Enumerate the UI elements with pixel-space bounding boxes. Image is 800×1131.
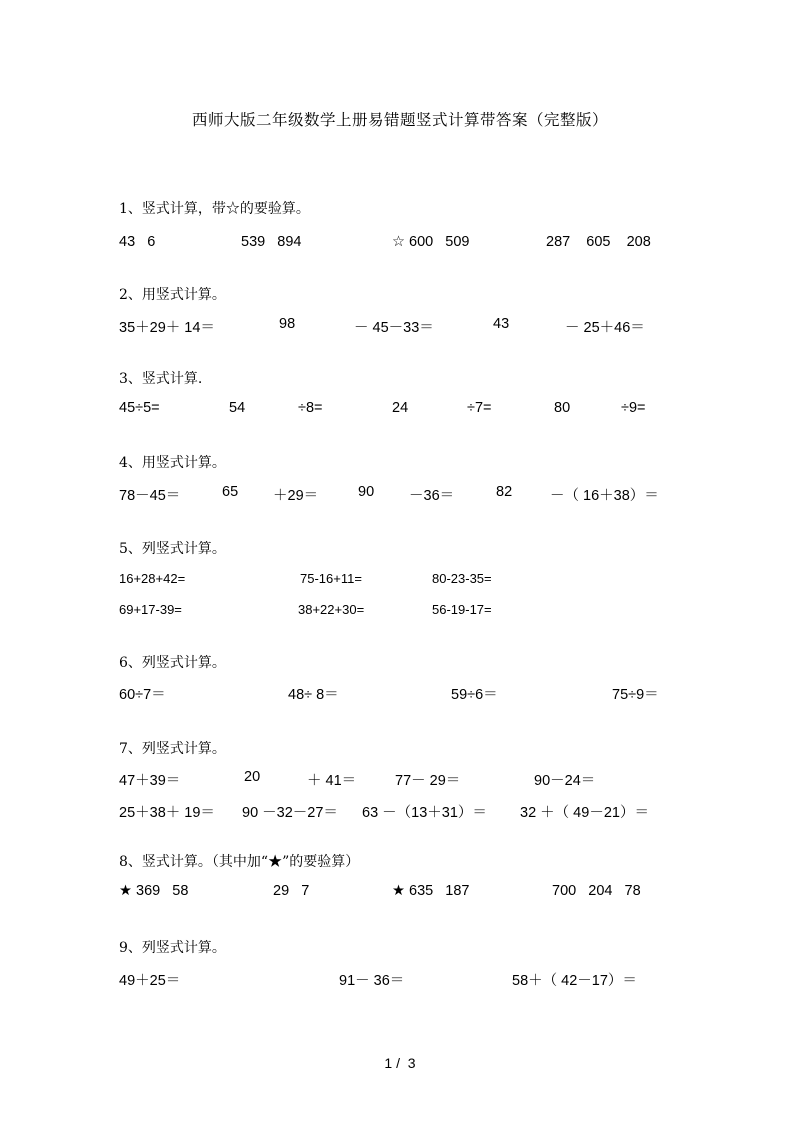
section-heading: 1、竖式计算，带☆的要验算。: [119, 201, 310, 217]
problem-cell: 54: [229, 400, 246, 416]
section-heading: 8、竖式计算。（其中加“★”的要验算）: [119, 854, 360, 870]
problem-cell: 75÷9＝: [612, 687, 659, 703]
problem-cell: 91－ 36＝: [339, 973, 405, 989]
problem-cell: 69+17-39=: [119, 602, 182, 617]
problem-cell: 20: [244, 769, 261, 785]
section-heading: 5、列竖式计算。: [119, 541, 226, 557]
problem-cell: ÷9=: [621, 400, 646, 416]
problem-cell: 63 －（13＋31）＝: [362, 805, 487, 821]
problem-cell: 48÷ 8＝: [288, 687, 339, 703]
problem-cell: ★ 369 58: [119, 883, 189, 899]
section-heading: 2、用竖式计算。: [119, 287, 226, 303]
problem-cell: ＋ 41＝: [307, 773, 357, 789]
problem-cell: 90: [358, 484, 375, 500]
problem-cell: 29 7: [273, 883, 310, 899]
section-heading: 4、用竖式计算。: [119, 455, 226, 471]
problem-cell: 78－45＝: [119, 488, 181, 504]
problem-cell: ☆ 600 509: [392, 234, 470, 250]
problem-cell: 90 －32－27＝: [242, 805, 338, 821]
section-heading: 9、列竖式计算。: [119, 940, 226, 956]
problem-cell: 82: [496, 484, 513, 500]
problem-cell: 35＋29＋ 14＝: [119, 320, 215, 336]
problem-cell: 49＋25＝: [119, 973, 181, 989]
problem-cell: 47＋39＝: [119, 773, 181, 789]
problem-cell: 58＋（ 42－17）＝: [512, 973, 637, 989]
page-number: 1 / 3: [384, 1055, 416, 1071]
problem-cell: 43: [493, 316, 510, 332]
problem-cell: 77－ 29＝: [395, 773, 461, 789]
problem-cell: 25＋38＋ 19＝: [119, 805, 215, 821]
problem-cell: ★ 635 187: [392, 883, 470, 899]
problem-cell: 45÷5=: [119, 400, 160, 416]
problem-cell: －36＝: [409, 488, 455, 504]
problem-cell: 38+22+30=: [298, 602, 365, 617]
problem-cell: －（ 16＋38）＝: [550, 488, 659, 504]
problem-cell: 90－24＝: [534, 773, 596, 789]
problem-cell: 75-16+11=: [300, 571, 362, 586]
problem-cell: 700 204 78: [552, 883, 641, 899]
problem-cell: 65: [222, 484, 239, 500]
problem-cell: 56-19-17=: [432, 602, 492, 617]
section-heading: 7、列竖式计算。: [119, 741, 226, 757]
problem-cell: 80: [554, 400, 571, 416]
problem-cell: 59÷6＝: [451, 687, 498, 703]
problem-cell: － 45－33＝: [354, 320, 434, 336]
problem-cell: 287 605 208: [546, 234, 651, 250]
problem-cell: 43 6: [119, 234, 156, 250]
problem-cell: 32 ＋（ 49－21）＝: [520, 805, 649, 821]
problem-cell: 98: [279, 316, 296, 332]
section-heading: 3、竖式计算.: [119, 371, 203, 387]
problem-cell: 539 894: [241, 234, 302, 250]
problem-cell: － 25＋46＝: [565, 320, 645, 336]
problem-cell: ＋29＝: [273, 488, 319, 504]
problem-cell: 24: [392, 400, 409, 416]
problem-cell: ÷7=: [467, 400, 492, 416]
problem-cell: 60÷7＝: [119, 687, 166, 703]
problem-cell: ÷8=: [298, 400, 323, 416]
problem-cell: 16+28+42=: [119, 571, 186, 586]
problem-cell: 80-23-35=: [432, 571, 492, 586]
page-title: 西师大版二年级数学上册易错题竖式计算带答案（完整版）: [191, 111, 608, 129]
section-heading: 6、列竖式计算。: [119, 655, 226, 671]
